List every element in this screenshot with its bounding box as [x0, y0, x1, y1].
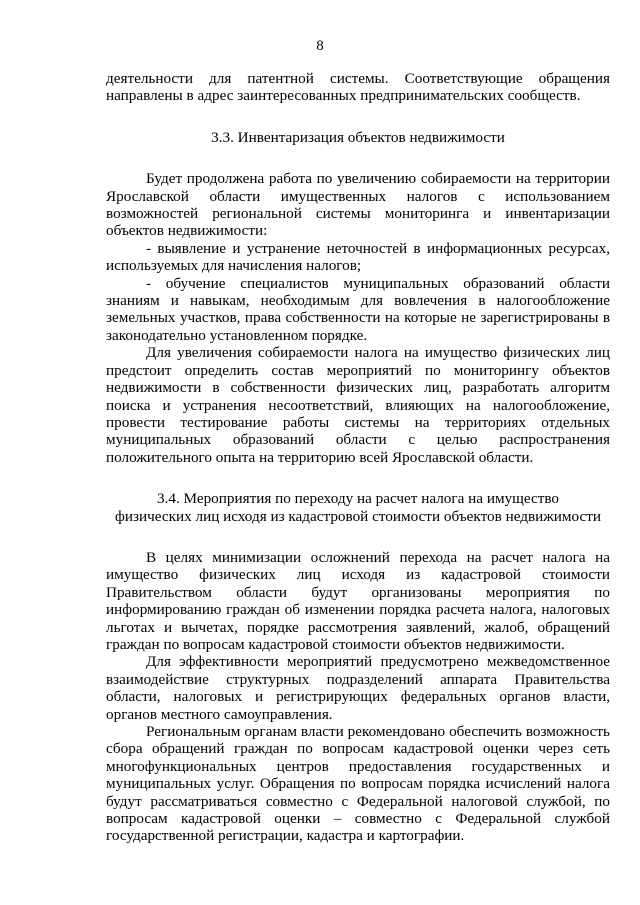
section-3-4-paragraph: В целях минимизации осложнений перехода на расчет налога на имущество физических лиц исходя из кадастровой стоимости Правительством области будут организованы мероприятия по информированию граждан об изменении порядка расчета налога, налоговых льготах и вычетах, порядке рассмотрения заявлений, жалоб, обращений граждан по вопросам кадастровой стоимости объектов недвижимости. — [106, 548, 610, 653]
spacer — [106, 466, 610, 490]
section-3-4-heading-line-1: 3.4. Мероприятия по переходу на расчет налога на имущество — [156, 490, 560, 508]
spacer — [106, 146, 610, 170]
spacer — [106, 105, 610, 129]
section-3-3-list-item: - обучение специалистов муниципальных образований области знаниям и навыкам, необходимым для вовлечения в налогообложение земельных участков, права собственности на которые не зарегистрированы в законодательно установленном порядке. — [106, 274, 610, 344]
page-content — [106, 70, 610, 845]
spacer — [106, 525, 610, 549]
section-3-4-paragraph: Для эффективности мероприятий предусмотрено межведомственное взаимодействие структурных подразделений аппарата Правительства области, налоговых и регистрирующих федеральных органов власти, органов местного самоуправления. — [106, 653, 610, 723]
page-number: 8 — [316, 38, 324, 54]
section-3-4-heading-line-2: физических лиц исходя из кадастровой стоимости объектов недвижимости — [115, 507, 601, 525]
section-3-4-paragraph: Региональным органам власти рекомендовано обеспечить возможность сбора обращений граждан по вопросам кадастровой оценки через сеть многофункциональных центров предоставления государственных и муниципальных услуг. Обращения по вопросам порядка исчислений налога будут рассматриваться совместно с Федеральной налоговой службой, по вопросам кадастровой оценки – совместно с Федеральной службой государственной регистрации, кадастра и картографии. — [106, 723, 610, 845]
section-3-3-paragraph: Будет продолжена работа по увеличению собираемости на территории Ярославской области имущественных налогов с использованием возможностей региональной системы мониторинга и инвентаризации объектов недвижимости: — [106, 170, 610, 240]
section-3-3-heading: 3.3. Инвентаризация объектов недвижимости — [211, 128, 505, 146]
continued-paragraph: деятельности для патентной системы. Соответствующие обращения направлены в адрес заинтересованных предпринимательских сообществ. — [106, 70, 610, 105]
section-3-3-paragraph: Для увеличения собираемости налога на имущество физических лиц предстоит определить состав мероприятий по мониторингу объектов недвижимости в собственности физических лиц, разработать алгоритм поиска и устранения несоответствий, влияющих на налогообложение, провести тестирование работы системы на территориях отдельных муниципальных образований области с целью распространения положительного опыта на территорию всей Ярославской области. — [106, 344, 610, 466]
section-3-3-list-item: - выявление и устранение неточностей в информационных ресурсах, используемых для начисления налогов; — [106, 239, 610, 275]
